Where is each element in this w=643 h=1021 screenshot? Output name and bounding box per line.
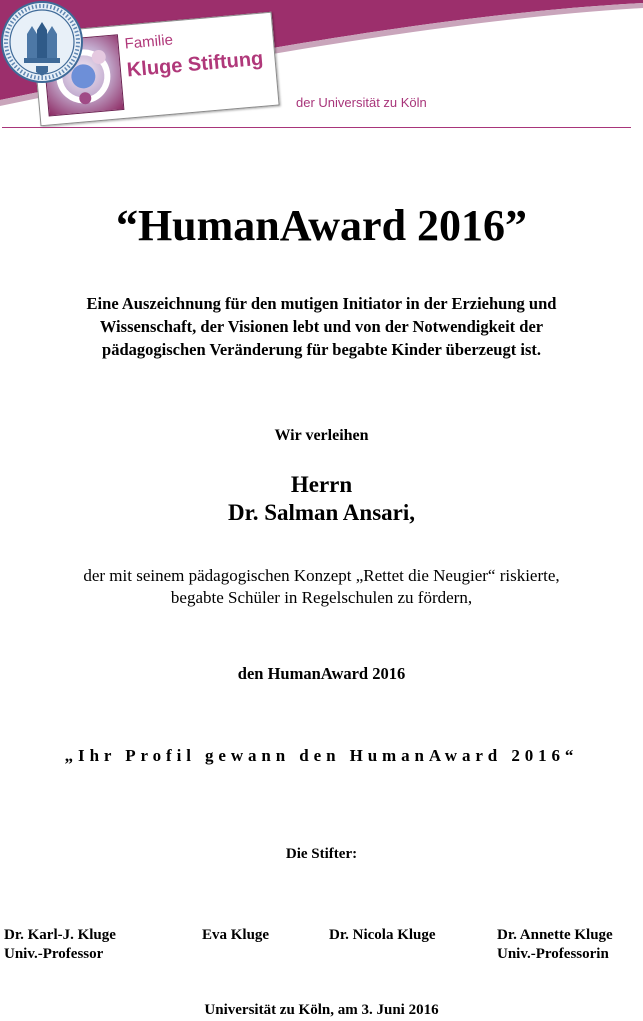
description-line: Eine Auszeichnung für den mutigen Initiator in der Erziehung und [86,294,557,313]
founder-signature [329,926,436,945]
founder-name: Dr. Nicola Kluge [329,927,436,943]
recipient-name: Dr. Salman Ansari, [227,500,416,525]
award-title: “HumanAward 2016” [115,201,528,250]
founder-signature [4,926,116,964]
founder-signature [497,926,613,964]
award-quote: „Ihr Profil gewann den HumanAward 2016“ [64,746,579,765]
concept-line: begabte Schüler in Regelschulen zu fördern, [170,588,473,607]
founder-title: Univ.-Professor [4,946,104,962]
concept-line: der mit seinem pädagogischen Konzept „Rettet die Neugier“ riskierte, [83,566,560,585]
university-seal-icon [0,0,84,84]
header-divider [2,127,631,128]
description-line: Wissenschaft, der Visionen lebt und von der Notwendigkeit der [99,317,544,336]
founder-signature [202,926,269,945]
founder-name: Eva Kluge [202,927,270,943]
award-description [0,292,643,361]
university-subtitle: der Universität zu Köln [296,95,427,110]
award-intro: Wir verleihen [274,427,369,444]
award-line: den HumanAward 2016 [237,664,406,683]
description-line: pädagogischen Veränderung für begabte Kinder überzeugt ist. [102,340,541,359]
founder-name: Dr. Karl-J. Kluge [4,927,116,943]
founder-name: Dr. Annette Kluge [497,927,613,943]
place-and-date: Universität zu Köln, am 3. Juni 2016 [204,1002,439,1018]
letterhead [0,0,643,130]
concept-text [0,565,643,609]
founder-title: Univ.-Professorin [497,946,609,962]
recipient-block [0,471,643,527]
logo-text-kluge-stiftung: Kluge Stiftung [126,47,265,82]
founders-label: Die Stifter: [285,846,358,862]
logo-text-familie: Familie [123,31,174,53]
salutation: Herrn [290,472,353,497]
